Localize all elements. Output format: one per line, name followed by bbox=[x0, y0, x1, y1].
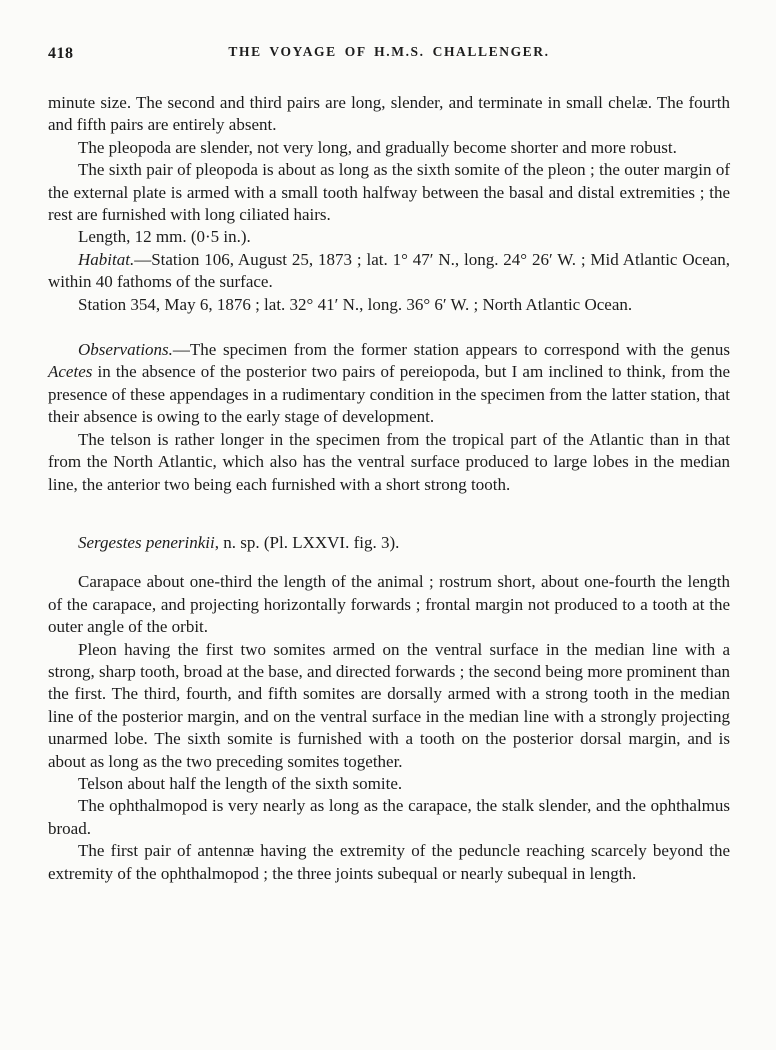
text-run: The sixth pair of pleopoda is about as long as the sixth somite of the pleon ; the outer margin of the external plate is armed with a small tooth halfway between the basal and distal extremities ; the rest are furnished with long ciliated hairs. bbox=[48, 160, 730, 225]
paragraph-sixth-pleopoda bbox=[48, 159, 730, 226]
paragraph-continuation bbox=[48, 92, 730, 137]
italic-text-run: Acetes bbox=[48, 362, 93, 382]
paragraph-observations bbox=[48, 339, 730, 429]
italic-text-run: Habitat. bbox=[78, 249, 135, 269]
paragraph-antennae bbox=[48, 840, 730, 885]
text-run: , n. sp. (Pl. LXXVI. fig. 3). bbox=[214, 532, 400, 552]
paragraph-length bbox=[48, 226, 730, 248]
paragraph-telson-comparison bbox=[48, 429, 730, 496]
text-run: Pleon having the first two somites armed on the ventral surface in the median line with a strong, sharp tooth, broad at the base, and directed forwards ; the second being more prominent than the first. The third, fourth, and fifth somites are dorsally armed with a strong tooth in the median line of the posterior margin, and on the ventral surface in the median line with a strongly projecting unarmed lobe. The sixth somite is furnished with a tooth on the posterior dorsal margin, and is about as long as the two preceding somites together. bbox=[48, 639, 730, 771]
italic-text-run: Sergestes penerinkii bbox=[78, 532, 215, 552]
text-run: The pleopoda are slender, not very long, and gradually become shorter and more robust. bbox=[78, 137, 677, 157]
text-run: Length, 12 mm. (0·5 in.). bbox=[78, 227, 251, 247]
page-number: 418 bbox=[48, 45, 74, 62]
page-header bbox=[48, 44, 730, 64]
text-run: Station 354, May 6, 1876 ; lat. 32° 41′ N., long. 36° 6′ W. ; North Atlantic Ocean. bbox=[78, 294, 633, 314]
text-run: The telson is rather longer in the specimen from the tropical part of the Atlantic than in that from the North Atlantic, which also has the ventral surface produced to large lobes in the median line, the anterior two being each furnished with a short strong tooth. bbox=[48, 429, 730, 494]
text-run: in the absence of the posterior two pairs of pereiopoda, but I am inclined to think, from the presence of these appendages in a rudimentary condition in the specimen from the latter station, that their absence is owing to the early stage of development. bbox=[48, 362, 730, 427]
paragraph-ophthalmopod bbox=[48, 795, 730, 840]
italic-text-run: Observations. bbox=[78, 340, 173, 360]
paragraph-station-354 bbox=[48, 294, 730, 316]
text-run: Telson about half the length of the sixth somite. bbox=[78, 773, 403, 793]
paragraph-pleon bbox=[48, 639, 730, 773]
paragraph-carapace bbox=[48, 571, 730, 638]
text-run: The ophthalmopod is very nearly as long as the carapace, the stalk slender, and the ophthalmus broad. bbox=[48, 796, 730, 838]
paragraph-pleopoda bbox=[48, 137, 730, 159]
species-heading bbox=[48, 532, 730, 554]
paragraph-habitat bbox=[48, 249, 730, 294]
page-body bbox=[48, 92, 730, 885]
text-run: Carapace about one-third the length of the animal ; rostrum short, about one-fourth the length of the carapace, and projecting horizontally forwards ; frontal margin not produced to a tooth at the outer angle of the orbit. bbox=[48, 572, 730, 637]
running-title: THE VOYAGE OF H.M.S. CHALLENGER. bbox=[228, 44, 550, 59]
paragraph-telson bbox=[48, 773, 730, 795]
text-run: minute size. The second and third pairs are long, slender, and terminate in small chelæ. The fourth and fifth pairs are entirely absent. bbox=[48, 93, 730, 135]
text-run: —Station 106, August 25, 1873 ; lat. 1° 47′ N., long. 24° 26′ W. ; Mid Atlantic Ocean, within 40 fathoms of the surface. bbox=[48, 249, 730, 292]
text-run: —The specimen from the former station appears to correspond with the genus bbox=[172, 340, 730, 360]
text-run: The first pair of antennæ having the extremity of the peduncle reaching scarcely beyond the extremity of the ophthalmopod ; the three joints subequal or nearly subequal in length. bbox=[48, 841, 730, 883]
